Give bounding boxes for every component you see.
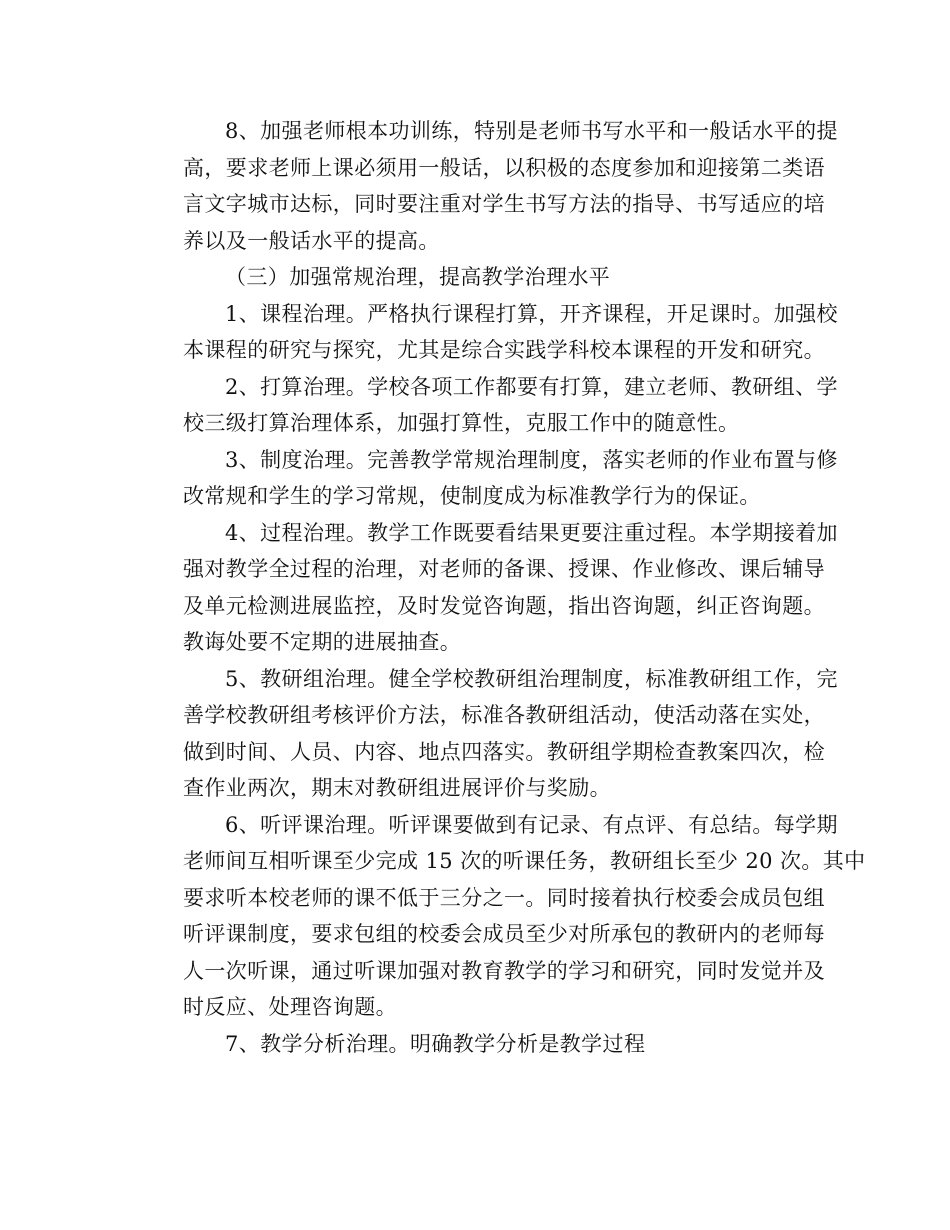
text-line: 查作业两次，期末对教研组进展评价与奖励。: [183, 776, 611, 800]
paragraph-7-teaching-analysis: [141, 1026, 813, 1063]
text-line: 校三级打算治理体系，加强打算性，克服工作中的随意性。: [183, 411, 740, 435]
section-heading-text: （三）加强常规治理，提高教学治理水平: [225, 265, 611, 289]
text-line: 6、听评课治理。听评课要做到有记录、有点评、有总结。每学期: [225, 812, 838, 837]
paragraph-5-research-group: [141, 661, 838, 807]
text-line: 1、课程治理。严格执行课程打算，开齐课程，开足课时。加强校: [225, 301, 838, 326]
paragraph-4-process: [141, 515, 838, 661]
text-line: 做到时间、人员、内容、地点四落实。教研组学期检查教案四次，检: [183, 739, 825, 764]
text-line: 教诲处要不定期的进展抽查。: [183, 630, 462, 654]
text-line: 强对教学全过程的治理，对老师的备课、授课、作业修改、课后辅导: [183, 557, 825, 581]
text-line: 5、教研组治理。健全学校教研组治理制度，标准教研组工作，完: [225, 666, 838, 691]
text-line: 7、教学分析治理。明确教学分析是教学过程: [225, 1031, 646, 1056]
section-heading-3: [141, 259, 813, 296]
text-line: 听评课制度，要求包组的校委会成员至少对所承包的教研内的老师每: [183, 922, 825, 946]
text-line: 老师间互相听课至少完成 15 次的听课任务，教研组长至少 20 次。其中: [183, 849, 866, 873]
text-line: 2、打算治理。学校各项工作都要有打算，建立老师、教研组、学: [225, 374, 838, 399]
text-line: 及单元检测进展监控，及时发觉咨询题，指出咨询题，纠正咨询题。: [183, 593, 825, 618]
text-line: 改常规和学生的学习常规，使制度成为标准教学行为的保证。: [183, 484, 761, 508]
paragraph-1-curriculum: [141, 296, 838, 369]
text-line: 人一次听课，通过听课加强对教育教学的学习和研究，同时发觉并及: [183, 958, 825, 983]
paragraph-6-lesson-review: [141, 807, 866, 1026]
text-line: 4、过程治理。教学工作既要看结果更要注重过程。本学期接着加: [225, 520, 838, 545]
text-line: 本课程的研究与探究，尤其是综合实践学科校本课程的开发和研究。: [183, 338, 825, 362]
text-line: 言文字城市达标，同时要注重对学生书写方法的指导、书写适应的培: [183, 192, 825, 216]
text-line: 养以及一般话水平的提高。: [183, 228, 440, 253]
paragraph-8-teacher-training: [141, 113, 838, 259]
text-line: 高，要求老师上课必须用一般话，以积极的态度参加和迎接第二类语: [183, 155, 825, 180]
document-body: [141, 113, 866, 1062]
paragraph-2-planning: [141, 369, 838, 442]
text-line: 要求听本校老师的课不低于三分之一。同时接着执行校委会成员包组: [183, 885, 825, 910]
text-line: 3、制度治理。完善教学常规治理制度，落实老师的作业布置与修: [225, 447, 838, 472]
paragraph-3-system: [141, 442, 838, 515]
text-line: 善学校教研组考核评价方法，标准各教研组活动，使活动落在实处，: [183, 703, 825, 727]
text-line: 8、加强老师根本功训练，特别是老师书写水平和一般话水平的提: [225, 119, 838, 143]
text-line: 时反应、处理咨询题。: [183, 995, 397, 1019]
